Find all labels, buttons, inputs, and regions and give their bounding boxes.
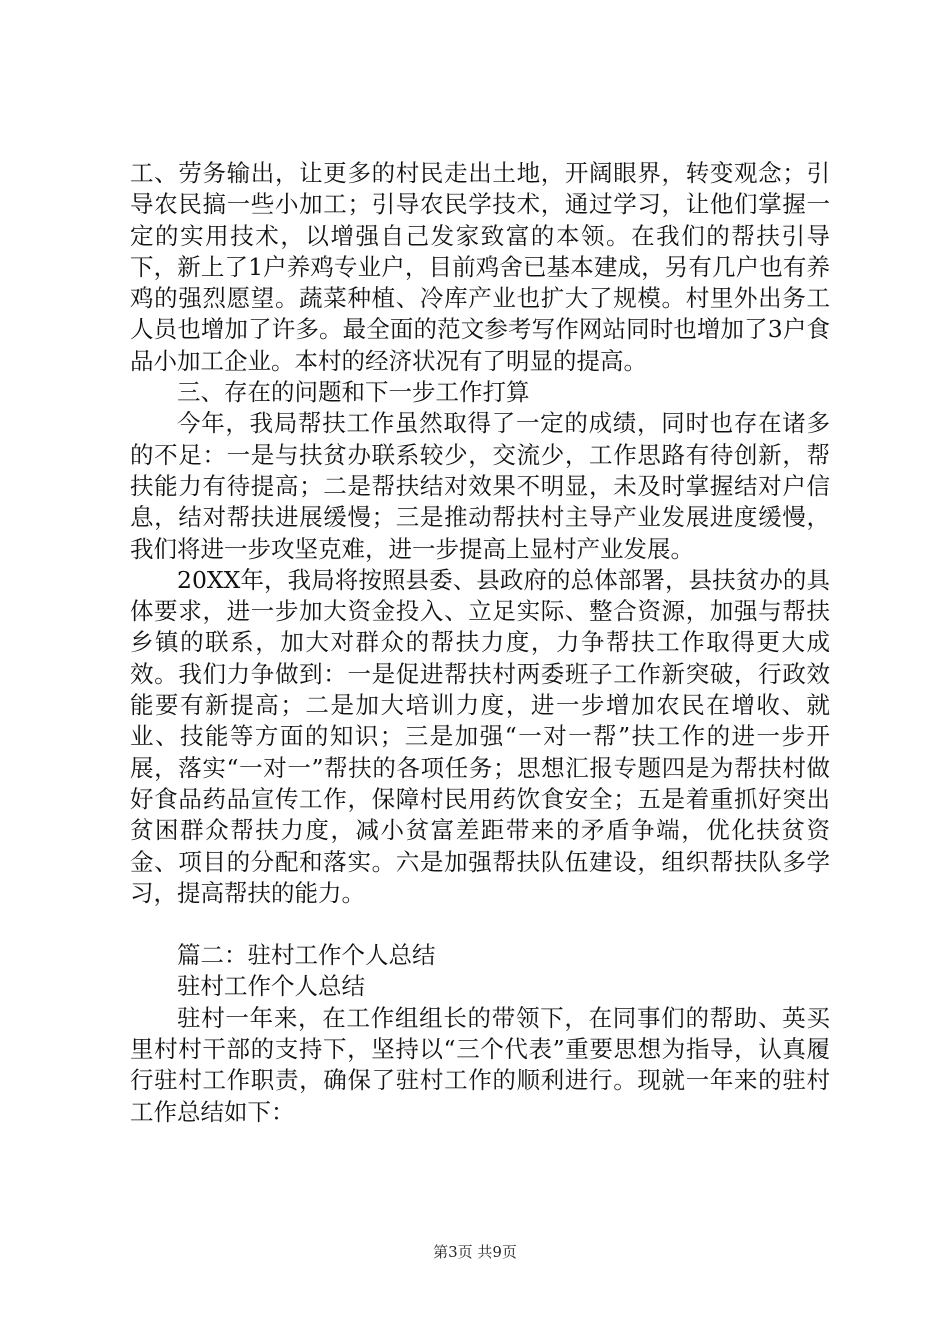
paragraph-next-year-plan: 20XX年，我局将按照县委、县政府的总体部署，县扶贫办的具体要求，进一步加大资金投入、立足实际、整合资源，加强与帮扶乡镇的联系，加大对群众的帮扶力度，力争帮扶工作取得更大成效。我们力争做到：一是促进帮扶村两委班子工作新突破，行政效能要有新提高；二是加大培训力度，进一步增加农民在增收、就业、技能等方面的知识；三是加强“一对一帮”扶工作的进一步开展，落实“一对一”帮扶的各项任务；思想汇报专题四是为帮扶村做好食品药品宣传工作，保障村民用药饮食安全；五是着重抓好突出贫困群众帮扶力度，减小贫富差距带来的矛盾争端，优化扶贫资金、项目的分配和落实。六是加强帮扶队伍建设，组织帮扶队多学习，提高帮扶的能力。 — [130, 565, 830, 907]
document-body — [130, 158, 830, 1128]
paragraph-gap — [130, 909, 830, 940]
section-heading-problems: 三、存在的问题和下一步工作打算 — [177, 378, 530, 407]
article-two-heading: 篇二：驻村工作个人总结 — [177, 941, 436, 970]
paragraph-continuation: 工、劳务输出，让更多的村民走出土地，开阔眼界，转变观念；引导农民搞一些小加工；引导农民学技术，通过学习，让他们掌握一定的实用技术，以增强自己发家致富的本领。在我们的帮扶引导下，新上了1户养鸡专业户，目前鸡舍已基本建成，另有几户也有养鸡的强烈愿望。蔬菜种植、冷库产业也扩大了规模。村里外出务工人员也增加了许多。最全面的范文参考写作网站同时也增加了3户食品小加工企业。本村的经济状况有了明显的提高。 — [130, 159, 830, 375]
article-two-title: 驻村工作个人总结 — [177, 972, 365, 1001]
page-number-footer: 第3页 共9页 — [433, 1243, 517, 1261]
paragraph-shortcomings: 今年，我局帮扶工作虽然取得了一定的成绩，同时也存在诸多的不足：一是与扶贫办联系较少，交流少，工作思路有待创新，帮扶能力有待提高；二是帮扶结对效果不明显，未及时掌握结对户信息，结对帮扶进展缓慢；三是推动帮扶村主导产业发展进度缓慢，我们将进一步攻坚克难，进一步提高上显村产业发展。 — [130, 409, 830, 563]
paragraph-village-work-intro: 驻村一年来，在工作组组长的带领下，在同事们的帮助、英买里村村干部的支持下，坚持以“三个代表”重要思想为指导，认真履行驻村工作职责，确保了驻村工作的顺利进行。现就一年来的驻村工作总结如下： — [130, 1003, 830, 1126]
